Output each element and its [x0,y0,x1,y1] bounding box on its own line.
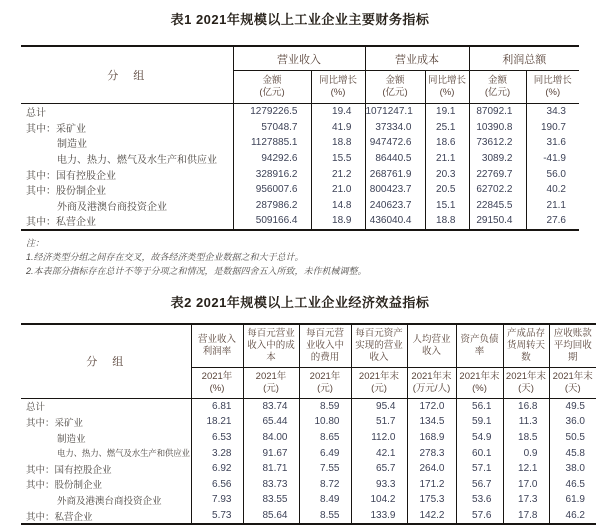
table-row [21,508,596,525]
value-cell: 57048.7 [233,120,311,136]
header-period: 2021年末 [505,370,547,382]
header-unit: (%) [209,382,225,394]
value-cell: 53.6 [456,492,503,508]
value-cell: 81.71 [243,461,299,477]
value-cell: 45.8 [549,445,596,461]
value-cell: 83.74 [243,398,299,414]
value-cell: 6.49 [299,445,351,461]
row-label-prefix: 其中： [26,186,56,198]
row-label-text: 电力、热力、燃气及水生产和供应业 [57,448,190,459]
value-cell: 36.0 [549,414,596,430]
table2-economic-benefit-indicators [21,323,596,525]
value-cell: 65.7 [351,461,407,477]
row-label-text: 股份制企业 [54,480,103,492]
value-cell: 95.4 [351,398,407,414]
table-row [21,182,579,198]
row-label [21,508,191,525]
column-group-operating-cost: 营业成本 [365,46,469,71]
header-unit: (天) [564,382,581,394]
row-label-prefix: 其中： [26,170,56,182]
value-cell: 83.73 [243,477,299,493]
row-label-prefix: 其中： [26,217,56,229]
column-header-growth [526,71,579,104]
column-header-amount [233,71,311,104]
row-label-text: 私营企业 [54,511,93,523]
footnote-line: 2.本表部分指标存在总计不等于分项之和情况，是数据四舍五入所致，未作机械调整。 [26,265,367,276]
row-label-text: 外商及港澳台商投资企业 [57,201,167,213]
row-label-text: 制造业 [57,139,87,151]
header-label: 同比增长 [533,75,572,87]
row-label [21,198,233,214]
value-cell: 8.49 [299,492,351,508]
header-unit: (天) [518,382,534,394]
header-label: 金额 [262,75,282,87]
value-cell: 21.1 [526,198,579,214]
row-label-text: 采矿业 [54,417,84,429]
table-row [21,461,596,477]
value-cell: 91.67 [243,445,299,461]
header-label: 人均营业收入 [412,333,451,357]
row-label [21,461,191,477]
value-cell: 25.1 [425,120,469,136]
value-cell: 6.81 [191,398,243,414]
value-cell: 83.55 [243,492,299,508]
value-cell: 800423.7 [365,182,425,198]
value-cell: 16.8 [503,398,549,414]
table1-group-header-row [21,46,579,71]
table1-financial-indicators [21,45,579,231]
value-cell: 21.1 [425,151,469,167]
table-row [21,430,596,446]
row-label [21,182,233,198]
table-row [21,120,579,136]
value-cell: 168.9 [407,430,456,446]
column-header-indicator [503,324,549,368]
table-row [21,492,596,508]
row-label-prefix: 其中： [26,417,55,429]
column-header-period-unit [351,367,407,398]
value-cell: 57.6 [456,508,503,525]
row-label-text: 电力、热力、燃气及水生产和供应业 [57,155,217,167]
column-group-total-profit: 利润总额 [469,46,579,71]
header-unit: (元) [317,382,333,394]
value-cell: 947472.6 [365,135,425,151]
row-label-text: 私营企业 [56,217,96,229]
value-cell: 18.21 [191,414,243,430]
row-label [21,445,191,461]
value-cell: 21.0 [311,182,365,198]
value-cell: 31.6 [526,135,579,151]
value-cell: 60.1 [456,445,503,461]
footnote-line: 注： [26,237,45,248]
value-cell: 10.80 [299,414,351,430]
group-column-header: 分 组 [21,324,191,399]
value-cell: 17.3 [503,492,549,508]
value-cell: 87092.1 [469,104,526,120]
value-cell: 41.9 [311,120,365,136]
header-period: 2021年末 [552,370,593,382]
header-unit: (万元/人) [412,382,451,394]
value-cell: 142.2 [407,508,456,525]
value-cell: 175.3 [407,492,456,508]
row-label-text: 国有控股企业 [54,464,112,476]
value-cell: 18.5 [503,430,549,446]
value-cell: 278.3 [407,445,456,461]
row-label [21,477,191,493]
header-period: 2021年末 [358,370,400,382]
header-label: 每百元资产实现的营业收入 [355,327,403,363]
value-cell: 17.8 [503,508,549,525]
value-cell: 0.9 [503,445,549,461]
value-cell: 61.9 [549,492,596,508]
header-label: 产成品存货周转天数 [506,327,545,363]
value-cell: 190.7 [526,120,579,136]
value-cell: 46.2 [549,508,596,525]
header-label: 应收账款平均回收期 [553,327,592,363]
value-cell: 40.2 [526,182,579,198]
value-cell: 268761.9 [365,166,425,182]
value-cell: 22769.7 [469,166,526,182]
value-cell: 5.73 [191,508,243,525]
row-label-text: 总计 [26,402,46,414]
value-cell: 20.3 [425,166,469,182]
header-unit: (亿元) [382,87,408,98]
table2-title: 表2 2021年规模以上工业企业经济效益指标 [170,294,430,310]
value-cell: 84.00 [243,430,299,446]
value-cell: 956007.6 [233,182,311,198]
header-unit: (元) [263,382,279,394]
column-group-operating-revenue: 营业收入 [233,46,365,71]
header-period: 2021年 [309,370,341,382]
value-cell: 8.72 [299,477,351,493]
row-label [21,398,191,414]
value-cell: 42.1 [351,445,407,461]
value-cell: 14.8 [311,198,365,214]
table-row [21,151,579,167]
value-cell: 436040.4 [365,213,425,230]
footnote-line: 1.经济类型分组之间存在交叉，故各经济类型企业数据之和大于总计。 [26,251,304,262]
table-row [21,398,596,414]
value-cell: 27.6 [526,213,579,230]
value-cell: 38.0 [549,461,596,477]
row-label [21,492,191,508]
header-label: 金额 [385,75,405,87]
value-cell: -41.9 [526,151,579,167]
table-row [21,477,596,493]
value-cell: 85.64 [243,508,299,525]
value-cell: 65.44 [243,414,299,430]
value-cell: 240623.7 [365,198,425,214]
header-label: 同比增长 [318,75,357,87]
value-cell: 15.5 [311,151,365,167]
value-cell: 1071247.1 [365,104,425,120]
header-label: 每百元营业收入中的成本 [247,327,295,363]
column-header-period-unit [407,367,456,398]
value-cell: 86440.5 [365,151,425,167]
value-cell: 57.1 [456,461,503,477]
column-header-period-unit [456,367,503,398]
value-cell: 59.1 [456,414,503,430]
row-label-text: 国有控股企业 [56,170,116,182]
value-cell: 18.8 [311,135,365,151]
header-unit: (%) [330,87,346,98]
column-header-indicator [456,324,503,368]
table-row [21,135,579,151]
row-label-text: 外商及港澳台商投资企业 [57,495,162,507]
column-header-period-unit [549,367,596,398]
value-cell: 56.1 [456,398,503,414]
value-cell: 328916.2 [233,166,311,182]
value-cell: 50.5 [549,430,596,446]
value-cell: 22845.5 [469,198,526,214]
row-label [21,120,233,136]
header-period: 2021年末 [459,370,500,382]
table-row [21,414,596,430]
value-cell: 8.65 [299,430,351,446]
column-header-period-unit [299,367,351,398]
value-cell: 8.59 [299,398,351,414]
value-cell: 509166.4 [233,213,311,230]
row-label-prefix: 其中： [26,480,55,492]
value-cell: 56.0 [526,166,579,182]
value-cell: 3089.2 [469,151,526,167]
table1-footnotes [26,237,600,279]
value-cell: 46.5 [549,477,596,493]
header-period: 2021年 [201,370,233,382]
row-label [21,151,233,167]
header-unit: (%) [439,87,455,98]
column-header-growth [425,71,469,104]
value-cell: 7.93 [191,492,243,508]
header-period: 2021年末 [411,370,452,382]
value-cell: 29150.4 [469,213,526,230]
table-row [21,104,579,120]
value-cell: 56.7 [456,477,503,493]
value-cell: 172.0 [407,398,456,414]
header-unit: (%) [472,382,487,394]
header-unit: (亿元) [259,87,285,98]
header-unit: (亿元) [484,87,511,98]
value-cell: 171.2 [407,477,456,493]
header-label: 同比增长 [427,75,466,87]
table-row [21,213,579,230]
value-cell: 6.56 [191,477,243,493]
value-cell: 6.53 [191,430,243,446]
table1-title: 表1 2021年规模以上工业企业主要财务指标 [170,12,430,27]
value-cell: 6.92 [191,461,243,477]
row-label [21,104,233,120]
value-cell: 112.0 [351,430,407,446]
header-label: 营业收入利润率 [197,333,236,357]
header-label: 金额 [487,75,507,87]
group-column-header: 分 组 [21,46,233,104]
value-cell: 1279226.5 [233,104,311,120]
value-cell: 49.5 [549,398,596,414]
value-cell: 3.28 [191,445,243,461]
table-row [21,198,579,214]
value-cell: 73612.2 [469,135,526,151]
header-unit: (元) [371,382,387,394]
column-header-growth [311,71,365,104]
row-label [21,430,191,446]
column-header-period-unit [243,367,299,398]
value-cell: 264.0 [407,461,456,477]
value-cell: 133.9 [351,508,407,525]
value-cell: 20.5 [425,182,469,198]
value-cell: 94292.6 [233,151,311,167]
row-label [21,414,191,430]
column-header-indicator [549,324,596,368]
value-cell: 15.1 [425,198,469,214]
column-header-amount [469,71,526,104]
row-label [21,166,233,182]
value-cell: 104.2 [351,492,407,508]
value-cell: 62702.2 [469,182,526,198]
row-label-text: 股份制企业 [56,186,106,198]
value-cell: 34.3 [526,104,579,120]
row-label-text: 总计 [26,108,46,120]
value-cell: 18.6 [425,135,469,151]
value-cell: 8.55 [299,508,351,525]
column-header-period-unit [503,367,549,398]
row-label [21,213,233,230]
value-cell: 287986.2 [233,198,311,214]
table-row [21,445,596,461]
column-header-period-unit [191,367,243,398]
table2-name-header-row [21,324,596,368]
row-label-prefix: 其中： [26,511,55,523]
value-cell: 7.55 [299,461,351,477]
header-label: 每百元营业收入中的费用 [305,327,344,363]
value-cell: 134.5 [407,414,456,430]
value-cell: 19.4 [311,104,365,120]
value-cell: 51.7 [351,414,407,430]
column-header-indicator [407,324,456,368]
value-cell: 12.1 [503,461,549,477]
row-label-prefix: 其中： [26,464,55,476]
row-label-text: 采矿业 [56,123,86,135]
row-label-prefix: 其中： [26,123,56,135]
column-header-indicator [299,324,351,368]
column-header-amount [365,71,425,104]
row-label-text: 制造业 [57,433,86,445]
header-label: 资产负债率 [460,333,499,357]
value-cell: 17.0 [503,477,549,493]
value-cell: 10390.8 [469,120,526,136]
value-cell: 54.9 [456,430,503,446]
column-header-indicator [243,324,299,368]
header-period: 2021年 [255,370,287,382]
value-cell: 1127885.1 [233,135,311,151]
header-unit: (%) [545,87,561,98]
value-cell: 37334.0 [365,120,425,136]
row-label [21,135,233,151]
value-cell: 11.3 [503,414,549,430]
value-cell: 18.8 [425,213,469,230]
value-cell: 21.2 [311,166,365,182]
table-row [21,166,579,182]
column-header-indicator [351,324,407,368]
value-cell: 93.3 [351,477,407,493]
column-header-indicator [191,324,243,368]
value-cell: 18.9 [311,213,365,230]
value-cell: 19.1 [425,104,469,120]
